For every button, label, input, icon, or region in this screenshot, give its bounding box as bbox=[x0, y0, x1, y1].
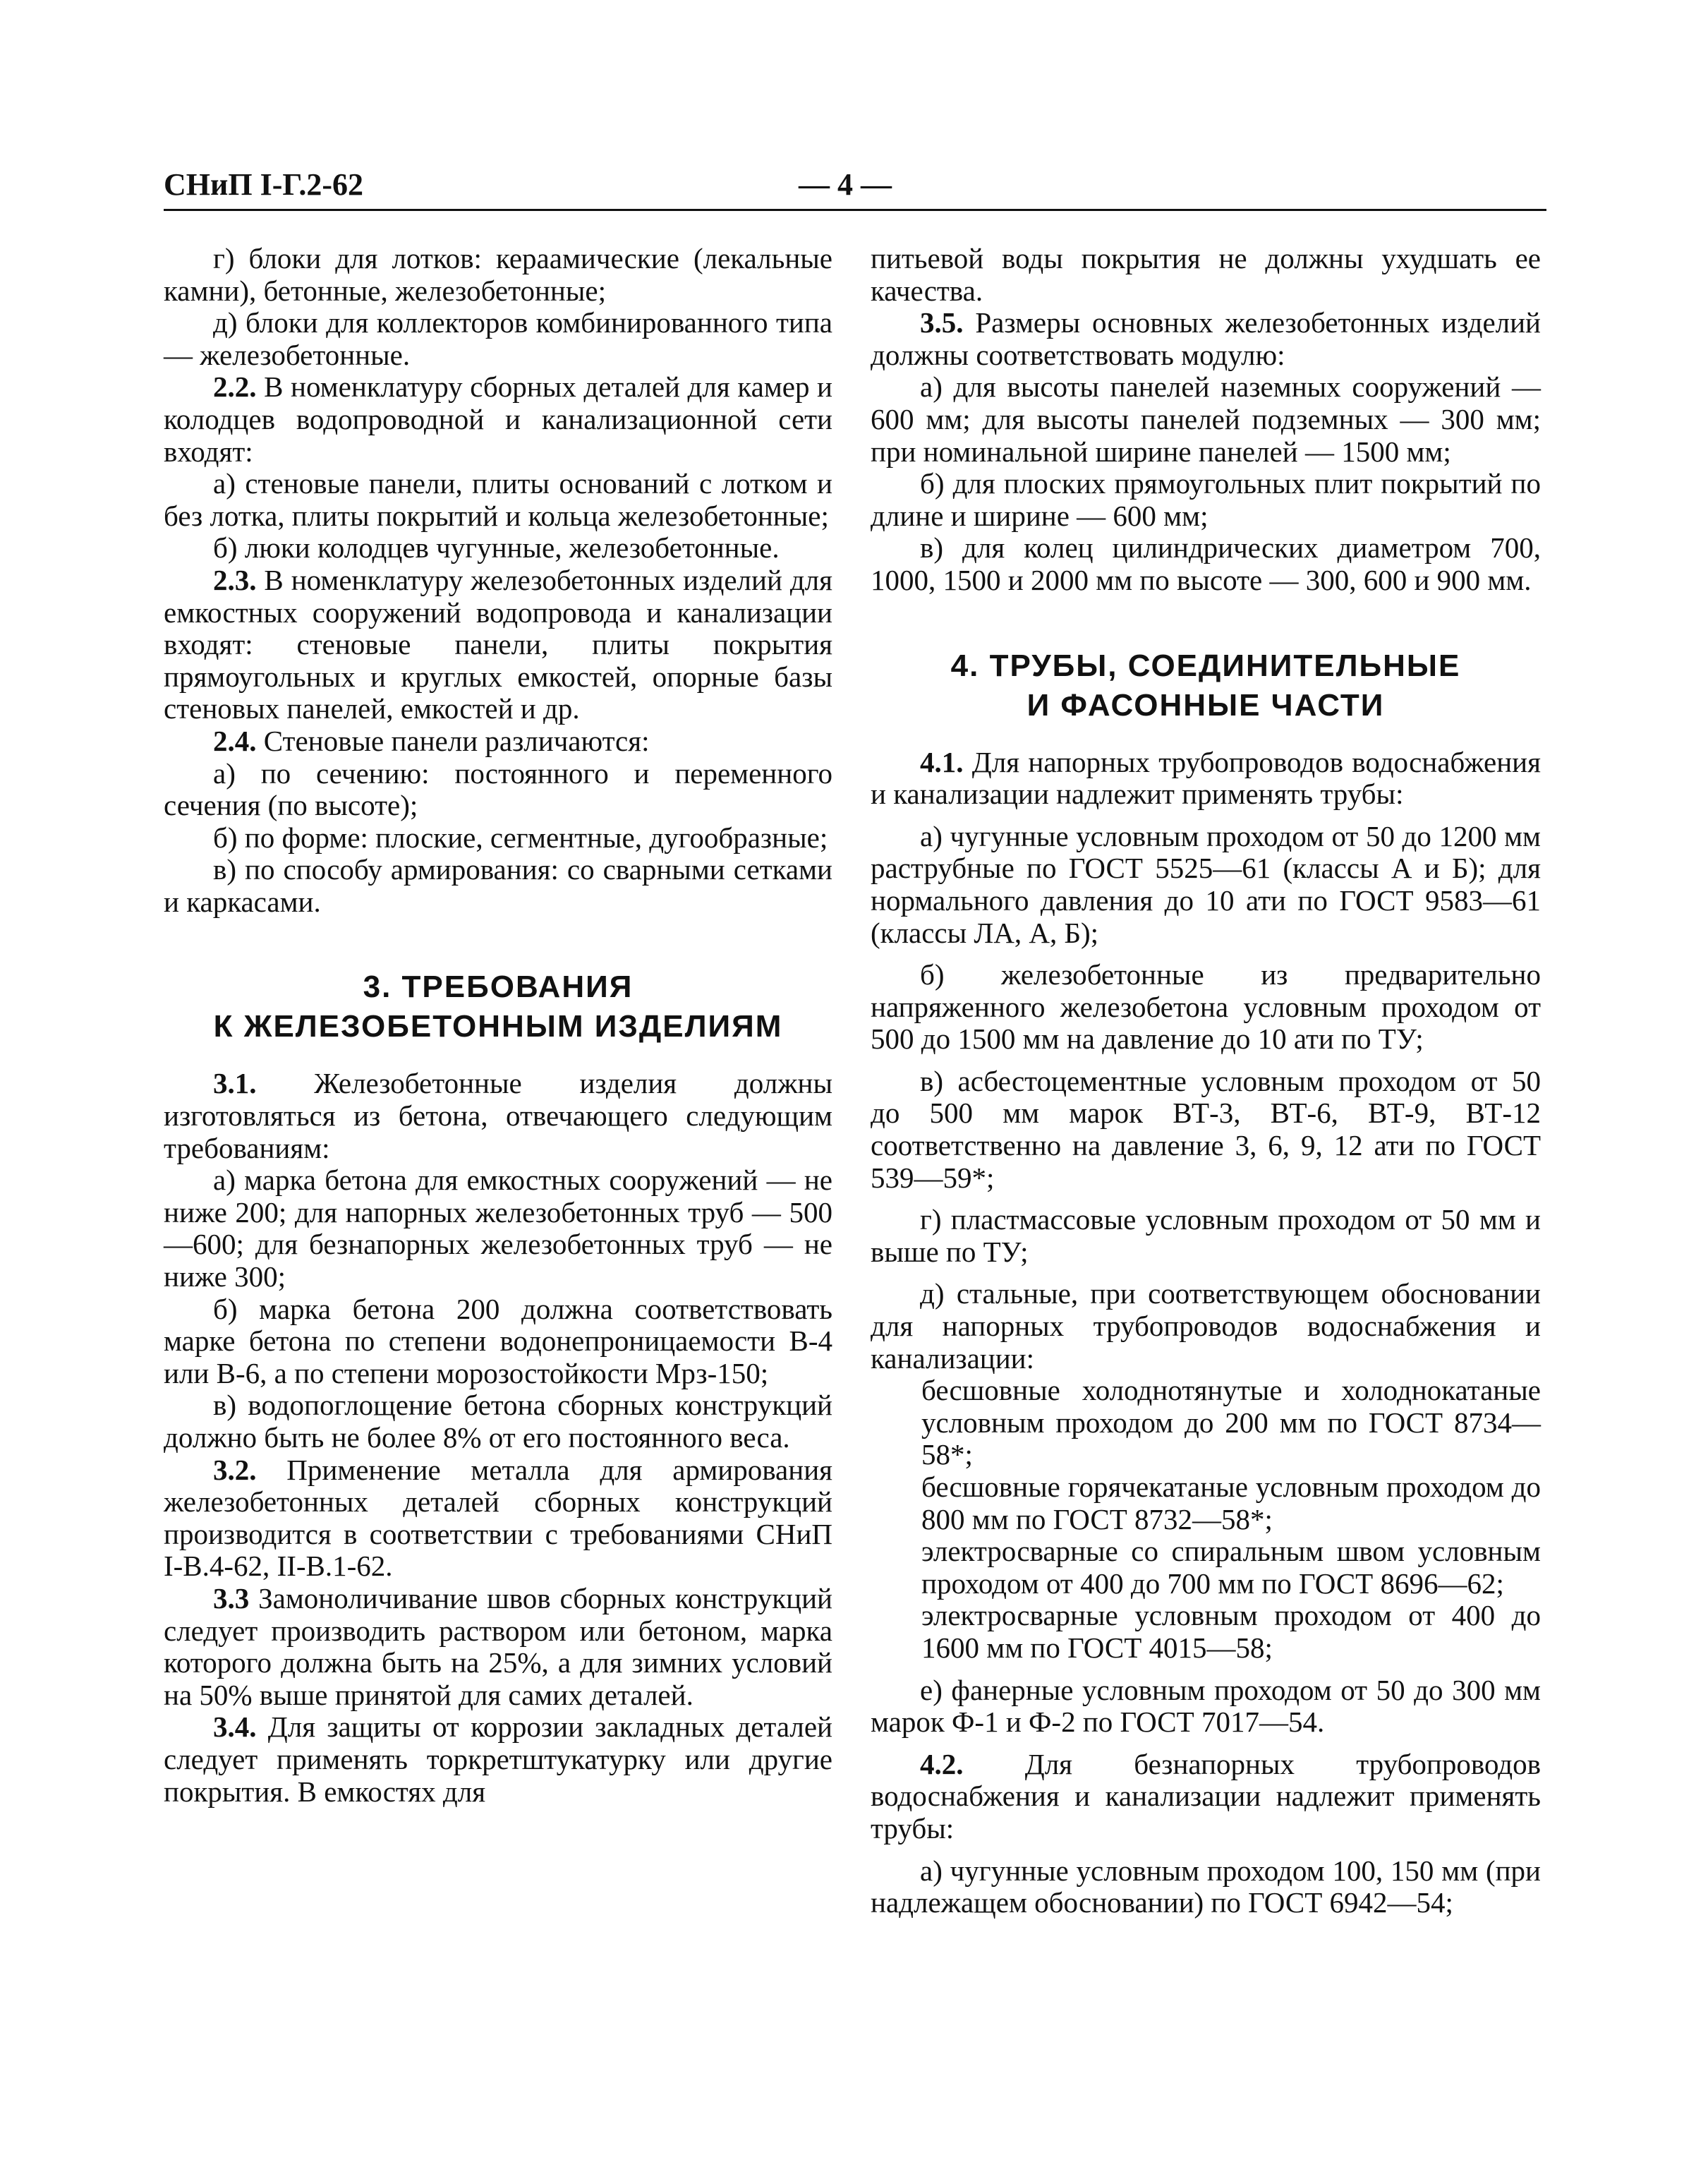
paragraph bbox=[164, 1711, 832, 1808]
clause-number: 3.5. bbox=[920, 306, 964, 339]
paragraph bbox=[164, 1583, 832, 1711]
paragraph: а) для высоты панелей наземных сооружений — 600 мм; для высоты панелей подземных — 300 мм; при номинальной ширине панелей — 1500 мм; bbox=[871, 370, 1541, 468]
paragraph: е) фанерные условным проходом от 50 до 300 мм марок Ф-1 и Ф-2 по ГОСТ 7017—54. bbox=[871, 1673, 1541, 1739]
left-column bbox=[164, 243, 832, 1808]
header-rule bbox=[164, 209, 1546, 211]
clause-number: 2.4. bbox=[213, 724, 257, 757]
paragraph: б) железобетонные из предварительно напряженного железобетона условным проходом от 500 до 1500 мм на давление до 10 ати по ТУ; bbox=[871, 958, 1541, 1056]
clause-number: 3.2. bbox=[213, 1453, 257, 1486]
clause-text: В номенклатуру железобетонных изделий для емкостных сооружений водопровода и канализации входят: стеновые панели, плиты покрытия прямоугольных и круглых емкостей, опорные базы стеновых панелей, емкостей и др. bbox=[164, 563, 832, 725]
clause-text: В номенклатуру сборных деталей для камер и колодцев водопроводной и канализационной сети входят: bbox=[164, 370, 832, 468]
paragraph: д) стальные, при соответствующем обосновании для напорных трубопроводов водоснабжения и канализации: bbox=[871, 1277, 1541, 1375]
sub-item: бесшовные холоднотянутые и холоднокатаные условным проходом до 200 мм по ГОСТ 8734—58*; bbox=[921, 1374, 1541, 1471]
clause-number: 3.1. bbox=[213, 1067, 257, 1100]
paragraph bbox=[164, 565, 832, 725]
section-3-heading-line1: 3. ТРЕБОВАНИЯ bbox=[363, 970, 634, 1005]
sub-item: электросварные условным проходом от 400 до 1600 мм по ГОСТ 4015—58; bbox=[921, 1599, 1541, 1664]
paragraph: б) марка бетона 200 должна соответствовать марке бетона по степени водонепроницаемости В-4 или В-6, а по степени морозостойкости Мрз-150; bbox=[164, 1292, 832, 1389]
clause-text: Стеновые панели различаются: bbox=[256, 724, 650, 757]
clause-text: Для напорных трубопроводов водоснабжения и канализации надлежит применять трубы: bbox=[871, 745, 1541, 811]
paragraph bbox=[871, 1749, 1541, 1845]
paragraph: г) блоки для лотков: кераамические (лекальные камни), бетонные, железобетонные; bbox=[164, 242, 832, 307]
clause-number: 3.4. bbox=[213, 1710, 257, 1744]
paragraph: в) асбестоцементные условным проходом от 50 до 500 мм марок ВТ-3, ВТ-6, ВТ-9, ВТ-12 соответственно на давление 3, 6, 9, 12 ати по ГОСТ 539—59*; bbox=[871, 1064, 1541, 1194]
clause-number: 2.3. bbox=[213, 563, 257, 596]
section-4-heading-line1: 4. ТРУБЫ, СОЕДИНИТЕЛЬНЫЕ bbox=[950, 648, 1461, 683]
paragraph: б) по форме: плоские, сегментные, дугообразные; bbox=[213, 821, 828, 854]
paragraph bbox=[164, 1068, 832, 1164]
section-3-heading-line2: К ЖЕЛЕЗОБЕТОННЫМ ИЗДЕЛИЯМ bbox=[213, 1009, 783, 1044]
paragraph: а) чугунные условным проходом от 50 до 1200 мм раструбные по ГОСТ 5525—61 (классы А и Б); для нормального давления до 10 ати по ГОСТ 9583—61 (классы ЛА, А, Б); bbox=[871, 819, 1541, 949]
paragraph: в) водопоглощение бетона сборных конструкций должно быть не более 8% от его постоянного веса. bbox=[164, 1389, 832, 1454]
paragraph: питьевой воды покрытия не должны ухудшать ее качества. bbox=[871, 242, 1541, 307]
section-4-heading bbox=[871, 646, 1541, 725]
paragraph bbox=[164, 725, 832, 758]
clause-number: 4.1. bbox=[920, 745, 964, 778]
paragraph bbox=[871, 307, 1541, 371]
sub-item: электросварные со спиральным швом условным проходом от 400 до 700 мм по ГОСТ 8696—62; bbox=[921, 1535, 1541, 1600]
paragraph: г) пластмассовые условным проходом от 50 мм и выше по ТУ; bbox=[871, 1203, 1541, 1268]
clause-text: Замоноличивание швов сборных конструкций следует производить раствором или бетоном, марка которого должна быть на 25%, а для зимних условий на 50% выше принятой для самих деталей. bbox=[164, 1581, 832, 1711]
paragraph: в) по способу армирования: со сварными сетками и каркасами. bbox=[164, 853, 832, 918]
paragraph bbox=[164, 1454, 832, 1583]
clause-text: Применение металла для армирования железобетонных деталей сборных конструкций производится в соответствии с требованиями СНиП I-В.4-62, II-В.1-62. bbox=[164, 1453, 832, 1583]
paragraph bbox=[871, 747, 1541, 811]
right-column bbox=[871, 243, 1541, 1919]
section-4-heading-line2: И ФАСОННЫЕ ЧАСТИ bbox=[1026, 687, 1385, 723]
clause-text: Для безнапорных трубопроводов водоснабжения и канализации надлежит применять трубы: bbox=[871, 1747, 1541, 1845]
page-number: — 4 — bbox=[799, 167, 892, 202]
sub-item: бесшовные горячекатаные условным проходом до 800 мм по ГОСТ 8732—58*; bbox=[921, 1471, 1541, 1535]
paragraph: а) марка бетона для емкостных сооружений — не ниже 200; для напорных железобетонных труб — 500—600; для безнапорных железобетонных труб — не ниже 300; bbox=[164, 1164, 832, 1293]
paragraph: б) для плоских прямоугольных плит покрытий по длине и ширине — 600 мм; bbox=[871, 467, 1541, 532]
paragraph: а) чугунные условным проходом 100, 150 мм (при надлежащем обосновании) по ГОСТ 6942—54; bbox=[871, 1854, 1541, 1919]
paragraph: д) блоки для коллекторов комбинированного типа — железобетонные. bbox=[164, 306, 832, 371]
document-code: СНиП I-Г.2-62 bbox=[164, 167, 364, 202]
paragraph: б) люки колодцев чугунные, железобетонные. bbox=[213, 531, 780, 565]
paragraph: а) стеновые панели, плиты оснований с лотком и без лотка, плиты покрытий и кольца железобетонные; bbox=[164, 467, 832, 532]
paragraph: а) по сечению: постоянного и переменного сечения (по высоте); bbox=[164, 756, 832, 822]
paragraph bbox=[164, 371, 832, 468]
paragraph: в) для колец цилиндрических диаметром 700, 1000, 1500 и 2000 мм по высоте — 300, 600 и 900 мм. bbox=[871, 531, 1541, 596]
section-3-heading bbox=[164, 967, 832, 1046]
clause-text: Для защиты от коррозии закладных деталей следует применять торкретштукатурку или другие покрытия. В емкостях для bbox=[164, 1710, 832, 1808]
clause-number: 2.2. bbox=[213, 370, 257, 404]
clause-number: 4.2. bbox=[920, 1747, 964, 1780]
clause-text: Железобетонные изделия должны изготовляться из бетона, отвечающего следующим требованиям: bbox=[164, 1067, 832, 1164]
clause-number: 3.3 bbox=[213, 1581, 250, 1614]
clause-text: Размеры основных железобетонных изделий должны соответствовать модулю: bbox=[871, 306, 1541, 371]
